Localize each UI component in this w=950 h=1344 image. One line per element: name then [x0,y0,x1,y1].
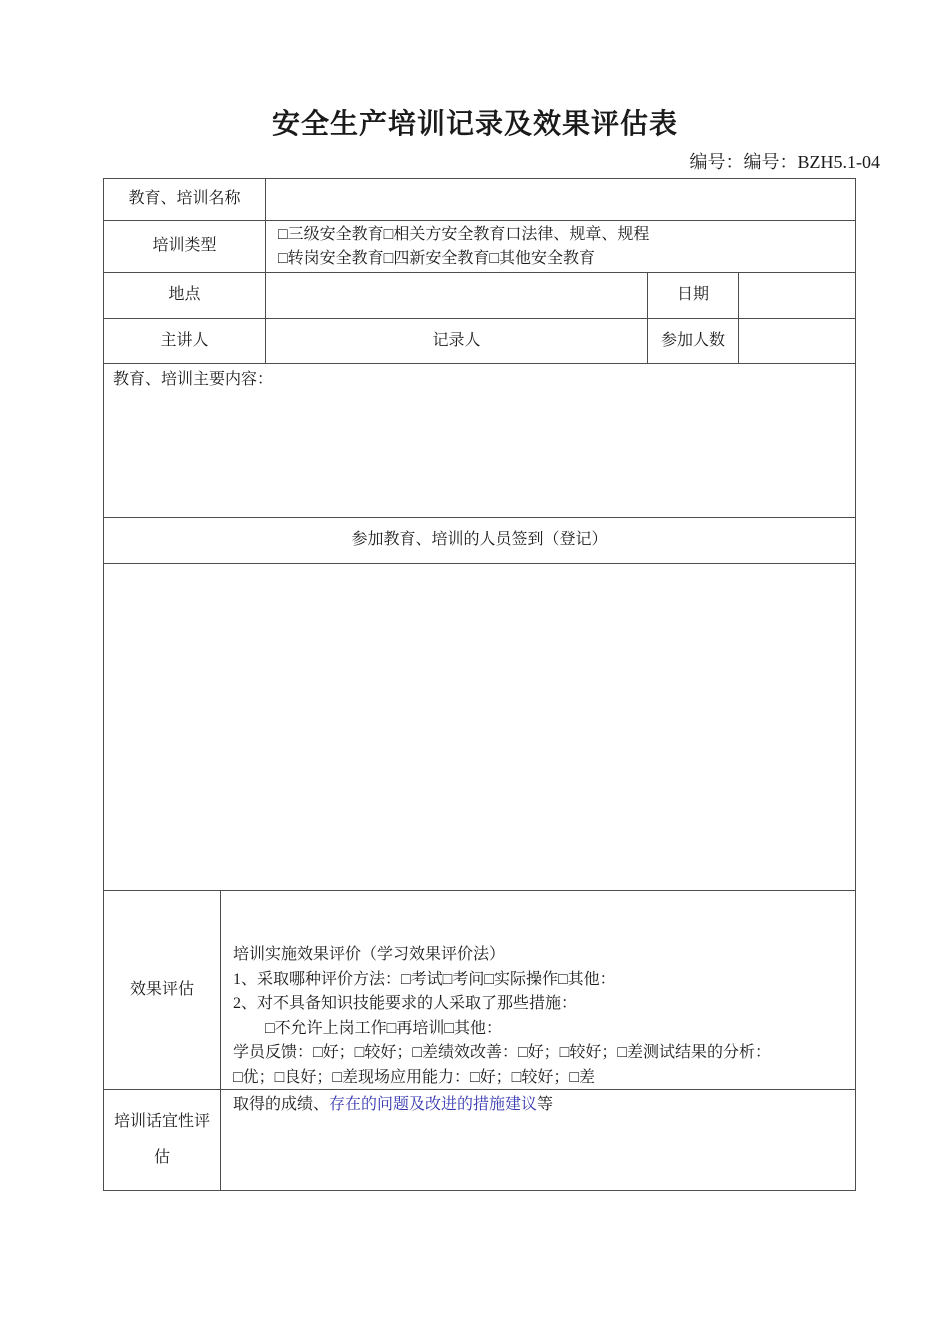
training-name-input[interactable] [266,179,855,220]
date-label: 日期 [648,273,739,318]
attendees-input[interactable] [739,319,855,363]
effect-eval-measures-line: 2、对不具备知识技能要求的人采取了那些措施： [233,995,578,1012]
main-content-area[interactable] [104,364,855,517]
recorder-label: 记录人 [266,319,648,363]
location-input[interactable] [266,273,648,318]
date-input[interactable] [739,273,855,318]
lecturer-row [104,319,855,364]
training-type-options [266,221,855,272]
training-type-options-line2[interactable]: □转岗安全教育□四新安全教育□其他安全教育 [278,249,595,267]
doc-number: 编号：编号：BZH5.1-04 [689,152,880,172]
training-type-label: 培训类型 [104,221,266,272]
effect-evaluation-content [221,891,855,1089]
effect-eval-title-line: 培训实施效果评价（学习效果评价法） [233,946,506,963]
suitability-evaluation-row [104,1090,855,1190]
suitability-evaluation-content[interactable] [221,1090,855,1190]
training-record-form [103,178,856,1191]
suitability-text-suffix: 等 [537,1096,554,1113]
sign-in-header: 参加教育、培训的人员签到（登记） [351,531,608,549]
effect-evaluation-label: 效果评估 [104,891,221,1089]
training-type-options-line1[interactable]: □三级安全教育□相关方安全教育口法律、规章、规程 [278,225,650,243]
suitability-evaluation-label: 培训话宜性评估 [104,1090,221,1190]
attendees-label: 参加人数 [648,319,739,363]
location-date-row [104,273,855,319]
sign-in-header-row [104,518,855,564]
effect-eval-measures-options-line[interactable]: □不允许上岗工作□再培训□其他： [265,1019,502,1037]
effect-eval-feedback-line[interactable]: 学员反馈：□好；□较好；□差绩效改善：□好；□较好；□差测试结果的分析： [233,1044,771,1061]
sign-in-area[interactable] [104,564,855,890]
effect-evaluation-row [104,891,855,1090]
effect-eval-rating-line[interactable]: □优；□良好；□差现场应用能力：□好；□较好；□差 [233,1068,595,1086]
suitability-text-highlight: 存在的问题及改进的措施建议 [329,1096,538,1113]
main-content-label: 教育、培训主要内容： [113,371,274,388]
suitability-text-prefix: 取得的成绩、 [233,1096,330,1113]
sign-in-area-row [104,564,855,891]
effect-eval-method-line[interactable]: 1、采取哪种评价方法：□考试□考问□实际操作□其他： [233,970,616,988]
location-label: 地点 [104,273,266,318]
lecturer-label: 主讲人 [104,319,266,363]
main-content-row [104,364,855,518]
training-type-row [104,221,855,273]
page-title: 安全生产培训记录及效果评估表 [271,108,678,139]
training-name-label: 教育、培训名称 [104,179,266,220]
training-name-row [104,179,855,221]
